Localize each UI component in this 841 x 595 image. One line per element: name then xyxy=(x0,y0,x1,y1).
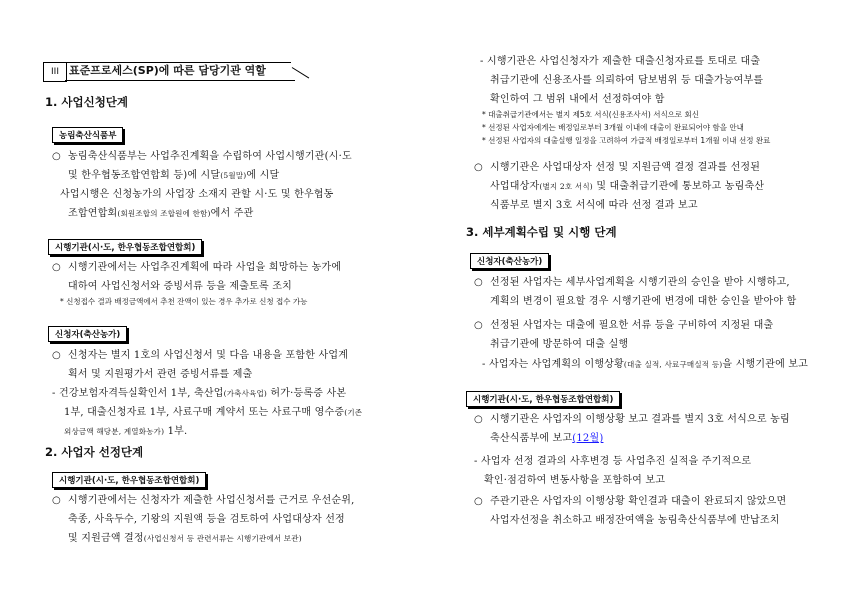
note-line: * 대출취급기관에서는 별지 제5호 서식(신용조사서) 서식으로 회신 xyxy=(482,110,700,119)
text-line xyxy=(52,422,397,441)
text-small: (회원조합의 조합원에 한함) xyxy=(117,209,211,218)
tag-applicant-3: 신청자(축산농가) xyxy=(470,253,549,269)
circle-bullet-icon: ○ xyxy=(474,496,483,507)
text-line: 시행기관은 사업자의 이행상황 보고 결과를 별지 3호 서식으로 농림 xyxy=(490,414,790,425)
text-line: 신청자는 별지 1호의 사업신청서 및 다음 내용을 포함한 사업계 xyxy=(68,350,349,361)
text-line: 계획의 변경이 필요할 경우 시행기관에 변경에 대한 승인을 받아야 함 xyxy=(490,296,797,307)
para-loan-check xyxy=(480,52,810,109)
text-line: 선정된 사업자는 대출에 필요한 서류 등을 구비하여 지정된 대출 xyxy=(490,320,774,331)
text-line: 취급기관에 신용조사를 의뢰하여 담보범위 등 대출가능여부를 xyxy=(490,75,764,86)
para-report xyxy=(482,355,822,374)
note-agency: * 신청접수 결과 배정금액에서 추천 잔액이 있는 경우 추가로 신청 접수 가능 xyxy=(60,297,308,306)
para-applicant xyxy=(52,346,397,384)
text-line: 대하여 사업신청서와 증빙서류 등을 제출토록 조치 xyxy=(68,281,292,292)
text-small: (기존 xyxy=(344,408,363,417)
circle-bullet-icon: ○ xyxy=(474,414,483,425)
text-span: 축산식품부에 보고 xyxy=(490,433,573,444)
text-line: 축종, 사육두수, 기왕의 지원액 등을 검토하여 사업대상자 선정 xyxy=(68,514,345,525)
text-span: 및 대출취급기관에 통보하고 농림축산 xyxy=(592,181,765,192)
para-cancel xyxy=(474,492,819,530)
para-ministry-sub xyxy=(60,185,400,223)
para-agency xyxy=(52,258,397,296)
text-small: (5월말) xyxy=(220,171,247,180)
text-line: 시행기관에서는 신청자가 제출한 사업신청서를 근거로 우선순위, xyxy=(68,495,355,506)
text-line: 시행기관에서는 사업추진계획에 따라 사업을 희망하는 농가에 xyxy=(68,262,342,273)
text-span: 에서 주관 xyxy=(210,208,254,219)
text-span: - 사업자는 사업계획의 이행상황 xyxy=(482,359,624,370)
section-title: 표준프로세스(SP)에 따른 담당기관 역할 xyxy=(69,64,266,77)
tag-ministry: 농림축산식품부 xyxy=(52,127,123,143)
note-line: * 선정된 사업자의 대출실행 일정을 고려하여 가급적 배정일로부터 1개월 이내 선정 완료 xyxy=(482,136,771,145)
step3-heading: 3. 세부계획수립 및 시행 단계 xyxy=(466,225,617,239)
tag-agency-2: 시행기관(시·도, 한우협동조합연합회) xyxy=(52,472,206,488)
step1-heading: 1. 사업신청단계 xyxy=(45,95,129,109)
circle-bullet-icon: ○ xyxy=(474,320,483,331)
text-line: 획서 및 지원평가서 관련 증빙서류를 제출 xyxy=(68,369,253,380)
text-small: (별지 2호 서식) xyxy=(539,182,593,191)
notes-loan xyxy=(482,108,817,147)
text-line xyxy=(52,384,397,403)
text-span: 1부. xyxy=(164,426,188,437)
step2-heading: 2. 사업자 선정단계 xyxy=(45,445,144,459)
text-line: 및 한우협동조합연합회 등)에 시달(5월말)에 시달 xyxy=(68,170,280,181)
para-applicant-docs xyxy=(52,384,397,441)
tag-applicant: 신청자(축산농가) xyxy=(48,326,127,342)
circle-bullet-icon: ○ xyxy=(474,277,483,288)
text-line: 시행기관은 사업대상자 선정 및 지원금액 결정 결과를 선정된 xyxy=(490,162,761,173)
text-small: (대출 실적, 사료구매실적 등) xyxy=(623,360,723,369)
tag-agency-3: 시행기관(시·도, 한우협동조합연합회) xyxy=(466,391,620,407)
text-line: 주관기관은 사업자의 이행상황 확인결과 대출이 완료되지 않았으면 xyxy=(490,496,787,507)
text-line: 확인하여 그 범위 내에서 선정하여야 함 xyxy=(490,94,665,105)
section-header xyxy=(43,62,323,82)
text-line: 사업자선정을 취소하고 배정잔여액을 농림축산식품부에 반납조치 xyxy=(490,515,780,526)
text-span: 및 한우협동조합연합회 등)에 시달 xyxy=(68,170,221,181)
para-plan xyxy=(474,273,814,311)
text-span: - 건강보험자격득실확인서 1부, 축산업 xyxy=(52,388,224,399)
text-line: 식품부로 별지 3호 서식에 따라 선정 결과 보고 xyxy=(490,200,698,211)
text-small: 외상금액 해당분, 계열화농가) xyxy=(64,427,165,436)
para-status xyxy=(474,410,814,448)
text-span: 및 지원금액 결정 xyxy=(68,533,144,544)
text-span: 사업대상자 xyxy=(490,181,540,192)
text-line xyxy=(68,529,397,548)
text-line: 농림축산식품부는 사업추진계획을 수립하여 사업시행기관(시·도 xyxy=(68,151,352,162)
circle-bullet-icon: ○ xyxy=(52,495,61,506)
text-span: 1부, 대출신청자료 1부, 사료구매 계약서 또는 사료구매 영수증 xyxy=(64,407,345,418)
note-line: * 선정된 사업자에게는 배정일로부터 3개월 이내에 대출이 완료되어야 함을 안내 xyxy=(482,123,744,132)
circle-bullet-icon: ○ xyxy=(52,350,61,361)
tag-agency: 시행기관(시·도, 한우협동조합연합회) xyxy=(48,239,202,255)
text-small: (가축사육업) xyxy=(223,389,268,398)
text-line xyxy=(490,177,814,196)
text-line xyxy=(52,403,397,422)
text-small: (사업신청서 등 관련서류는 시행기관에서 보관) xyxy=(143,534,302,543)
text-line: 사업시행은 신청농가의 사업장 소재지 관할 시·도 및 한우협동 xyxy=(60,189,334,200)
para-notify xyxy=(474,158,814,215)
text-line xyxy=(60,204,400,223)
para-periodic xyxy=(474,452,814,490)
text-span: 조합연합회 xyxy=(68,208,118,219)
circle-bullet-icon: ○ xyxy=(474,162,483,173)
circle-bullet-icon: ○ xyxy=(52,262,61,273)
header-diagonal xyxy=(292,67,309,78)
month-link[interactable]: (12월) xyxy=(572,433,604,444)
header-underline xyxy=(65,80,295,81)
text-line: - 시행기관은 사업신청자가 제출한 대출신청자료를 토대로 대출 xyxy=(480,56,761,67)
text-line: - 사업자 선정 결과의 사후변경 등 사업추진 실적을 주기적으로 xyxy=(474,456,752,467)
text-line xyxy=(490,429,814,448)
text-span: 허가·등록증 사본 xyxy=(267,388,347,399)
para-ministry xyxy=(52,147,397,185)
para-loan xyxy=(474,316,814,354)
text-line: 확인·점검하여 변동사항을 포함하여 보고 xyxy=(484,475,666,486)
text-span: 을 시행기관에 보고 xyxy=(722,359,809,370)
para-selection xyxy=(52,491,397,548)
section-number: III xyxy=(43,62,67,82)
circle-bullet-icon: ○ xyxy=(52,151,61,162)
text-line: 선정된 사업자는 세부사업계획을 시행기관의 승인을 받아 시행하고, xyxy=(490,277,790,288)
text-line: 취급기관에 방문하여 대출 실행 xyxy=(490,339,629,350)
